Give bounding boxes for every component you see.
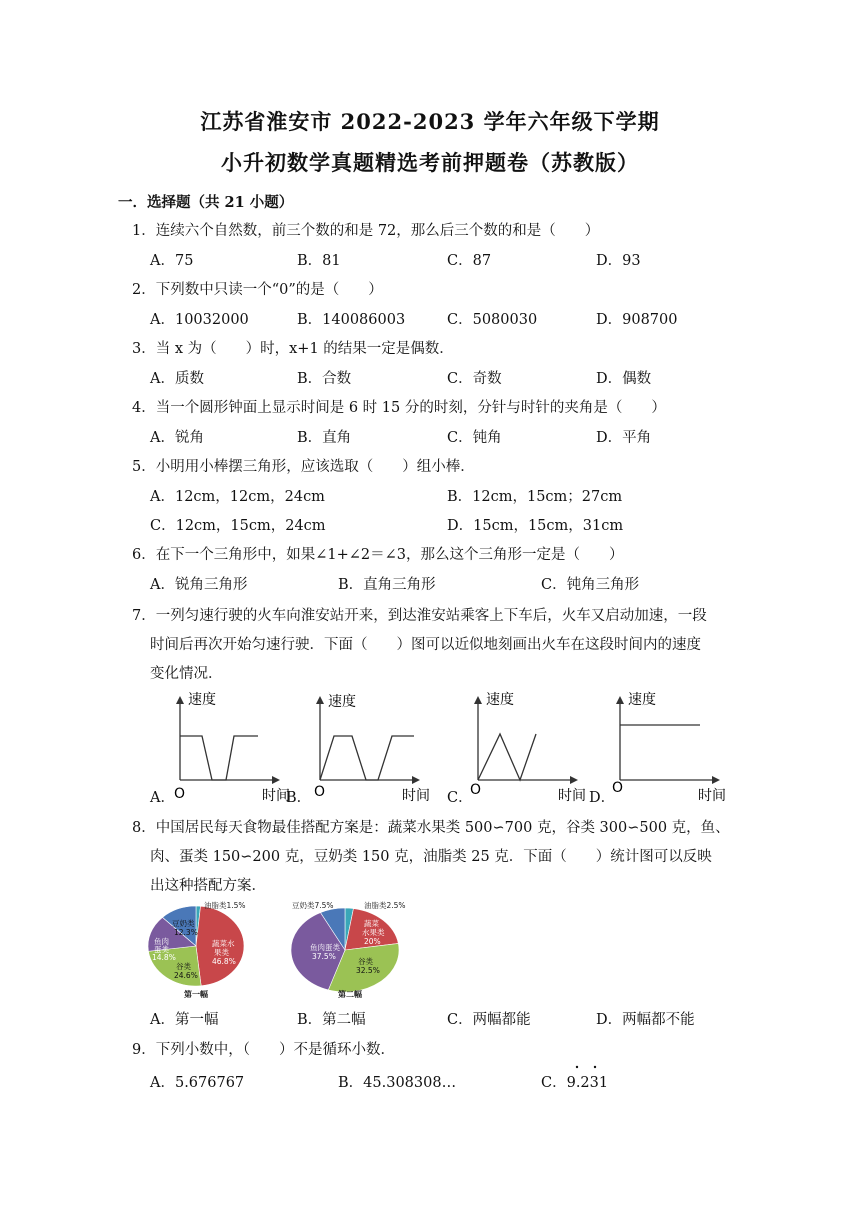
q5-option-d: D．15cm，15cm，31cm — [447, 518, 624, 534]
q3-option-c: C．奇数 — [447, 371, 502, 387]
q2-option-a: A．10032000 — [150, 312, 249, 328]
question-4: 4．当一个圆形钟面上显示时间是 6 时 15 分的时刻，分针与时针的夹角是（ ） — [132, 400, 666, 416]
y-axis-label: 速度 — [328, 694, 356, 710]
question-8-line-3: 出这种搭配方案． — [150, 878, 266, 894]
pie1-label-veg-value: 46.8% — [212, 957, 236, 966]
q2-option-d: D．908700 — [596, 312, 678, 328]
question-1: 1．连续六个自然数，前三个数的和是 72，那么后三个数的和是（ ） — [132, 223, 600, 239]
q4-option-c: C．钝角 — [447, 430, 502, 446]
q8-option-b: B．第二幅 — [297, 1012, 366, 1028]
question-7-line-1: 7．一列匀速行驶的火车向淮安站开来，到达淮安站乘客上下车后，火车又启动加速，一段 — [132, 608, 707, 624]
q8-option-d: D．两幅都不能 — [596, 1012, 695, 1028]
q7-option-d: D． — [589, 790, 616, 806]
title-line-1: 江苏省淮安市 2022-2023 学年六年级下学期 — [200, 109, 660, 134]
y-axis-label: 速度 — [188, 692, 216, 708]
section-heading: 一．选择题（共 21 小题） — [118, 194, 294, 211]
q8-option-c: C．两幅都能 — [447, 1012, 531, 1028]
question-6: 6．在下一个三角形中，如果∠1+∠2＝∠3，那么这个三角形一定是（ ） — [132, 547, 624, 563]
q1-option-b: B．81 — [297, 253, 341, 269]
x-axis-label: 时间 — [698, 788, 726, 804]
origin-label: O — [174, 786, 186, 802]
q5-option-b: B．12cm，15cm；27cm — [447, 489, 623, 505]
speed-graph-b — [290, 688, 435, 806]
pie1-label-dairy-name: 豆奶类 — [172, 919, 195, 928]
q6-option-a: A．锐角三角形 — [150, 577, 248, 593]
y-axis-label: 速度 — [486, 692, 514, 708]
pie1-label-grain-value: 24.6% — [174, 971, 198, 980]
origin-label: O — [470, 782, 482, 798]
pie2-label-oil: 油脂类2.5% — [364, 901, 406, 910]
question-8-line-1: 8．中国居民每天食物最佳搭配方案是：蔬菜水果类 500∽700 克，谷类 300∽500 克，鱼、 — [132, 820, 730, 836]
q4-option-d: D．平角 — [596, 430, 652, 446]
x-axis-label: 时间 — [262, 788, 290, 804]
q3-option-a: A．质数 — [150, 371, 204, 387]
q1-option-a: A．75 — [150, 253, 194, 269]
question-2: 2．下列数中只读一个“0”的是（ ） — [132, 282, 383, 298]
pie1-label-dairy-value: 12.3% — [174, 928, 198, 937]
q2-option-c: C．5080030 — [447, 312, 538, 328]
pie2-label-grain-value: 32.5% — [356, 966, 380, 975]
origin-label: O — [314, 784, 326, 800]
q5-option-c: C．12cm，15cm，24cm — [150, 518, 326, 534]
pie-chart-second — [290, 898, 420, 1002]
pie2-label-veg-name-1: 蔬菜 — [364, 919, 379, 928]
pie2-slices — [291, 908, 399, 992]
q6-option-b: B．直角三角形 — [338, 577, 436, 593]
y-axis-label: 速度 — [628, 692, 656, 708]
q9-option-c: C．9.231 — [541, 1075, 609, 1091]
repeating-dots — [573, 1064, 609, 1070]
pie2-label-veg-name-2: 水果类 — [362, 928, 385, 937]
x-axis-label: 时间 — [402, 788, 430, 804]
pie2-label-dairy: 豆奶类7.5% — [292, 901, 334, 910]
q9-option-a: A．5.676767 — [150, 1075, 245, 1091]
question-8-line-2: 肉、蛋类 150∽200 克，豆奶类 150 克，油脂类 25 克．下面（ ）统计图可以反映 — [150, 849, 712, 865]
q3-option-d: D．偶数 — [596, 371, 652, 387]
pie2-label-fish-value: 37.5% — [312, 952, 336, 961]
pie2-label-fish-name: 鱼肉蛋类 — [310, 943, 340, 952]
q4-option-a: A．锐角 — [150, 430, 204, 446]
pie1-label-oil: 油脂类1.5% — [204, 901, 246, 910]
pie1-label-fish-name-2: 蛋类 — [154, 945, 169, 954]
origin-label: O — [612, 780, 624, 796]
q7-option-c: C． — [447, 790, 473, 806]
q5-option-a: A．12cm，12cm，24cm — [150, 489, 325, 505]
q4-option-b: B．直角 — [297, 430, 352, 446]
q7-option-b: B． — [286, 790, 312, 806]
pie1-label-grain-name: 谷类 — [176, 962, 191, 971]
pie1-caption: 第一幅 — [184, 990, 208, 999]
pie1-label-fish-name-1: 鱼肉 — [154, 937, 169, 946]
question-9: 9．下列小数中，（ ）不是循环小数． — [132, 1042, 395, 1058]
question-7-line-3: 变化情况． — [150, 666, 223, 682]
title-line-2: 小升初数学真题精选考前押题卷（苏教版） — [221, 150, 639, 175]
pie-chart-first — [140, 898, 260, 1002]
q3-option-b: B．合数 — [297, 371, 352, 387]
q8-option-a: A．第一幅 — [150, 1012, 219, 1028]
question-7-line-2: 时间后再次开始匀速行驶．下面（ ）图可以近似地刻画出火车在这段时间内的速度 — [150, 637, 701, 653]
pie1-label-fish-value: 14.8% — [152, 953, 176, 962]
pie2-label-veg-value: 20% — [364, 937, 381, 946]
q6-option-c: C．钝角三角形 — [541, 577, 640, 593]
q9-option-b: B．45.308308… — [338, 1075, 457, 1091]
pie2-caption: 第二幅 — [338, 990, 362, 999]
question-5: 5．小明用小棒摆三角形，应该选取（ ）组小棒． — [132, 459, 475, 475]
q2-option-b: B．140086003 — [297, 312, 406, 328]
q1-option-d: D．93 — [596, 253, 641, 269]
question-3: 3．当 x 为（ ）时，x+1 的结果一定是偶数． — [132, 341, 454, 357]
pie1-label-veg-name-1: 蔬菜水 — [212, 939, 235, 948]
x-axis-label: 时间 — [558, 788, 586, 804]
q7-option-a: A． — [150, 790, 175, 806]
pie1-label-veg-name-2: 果类 — [214, 948, 229, 957]
q1-option-c: C．87 — [447, 253, 492, 269]
pie2-label-grain-name: 谷类 — [358, 957, 373, 966]
